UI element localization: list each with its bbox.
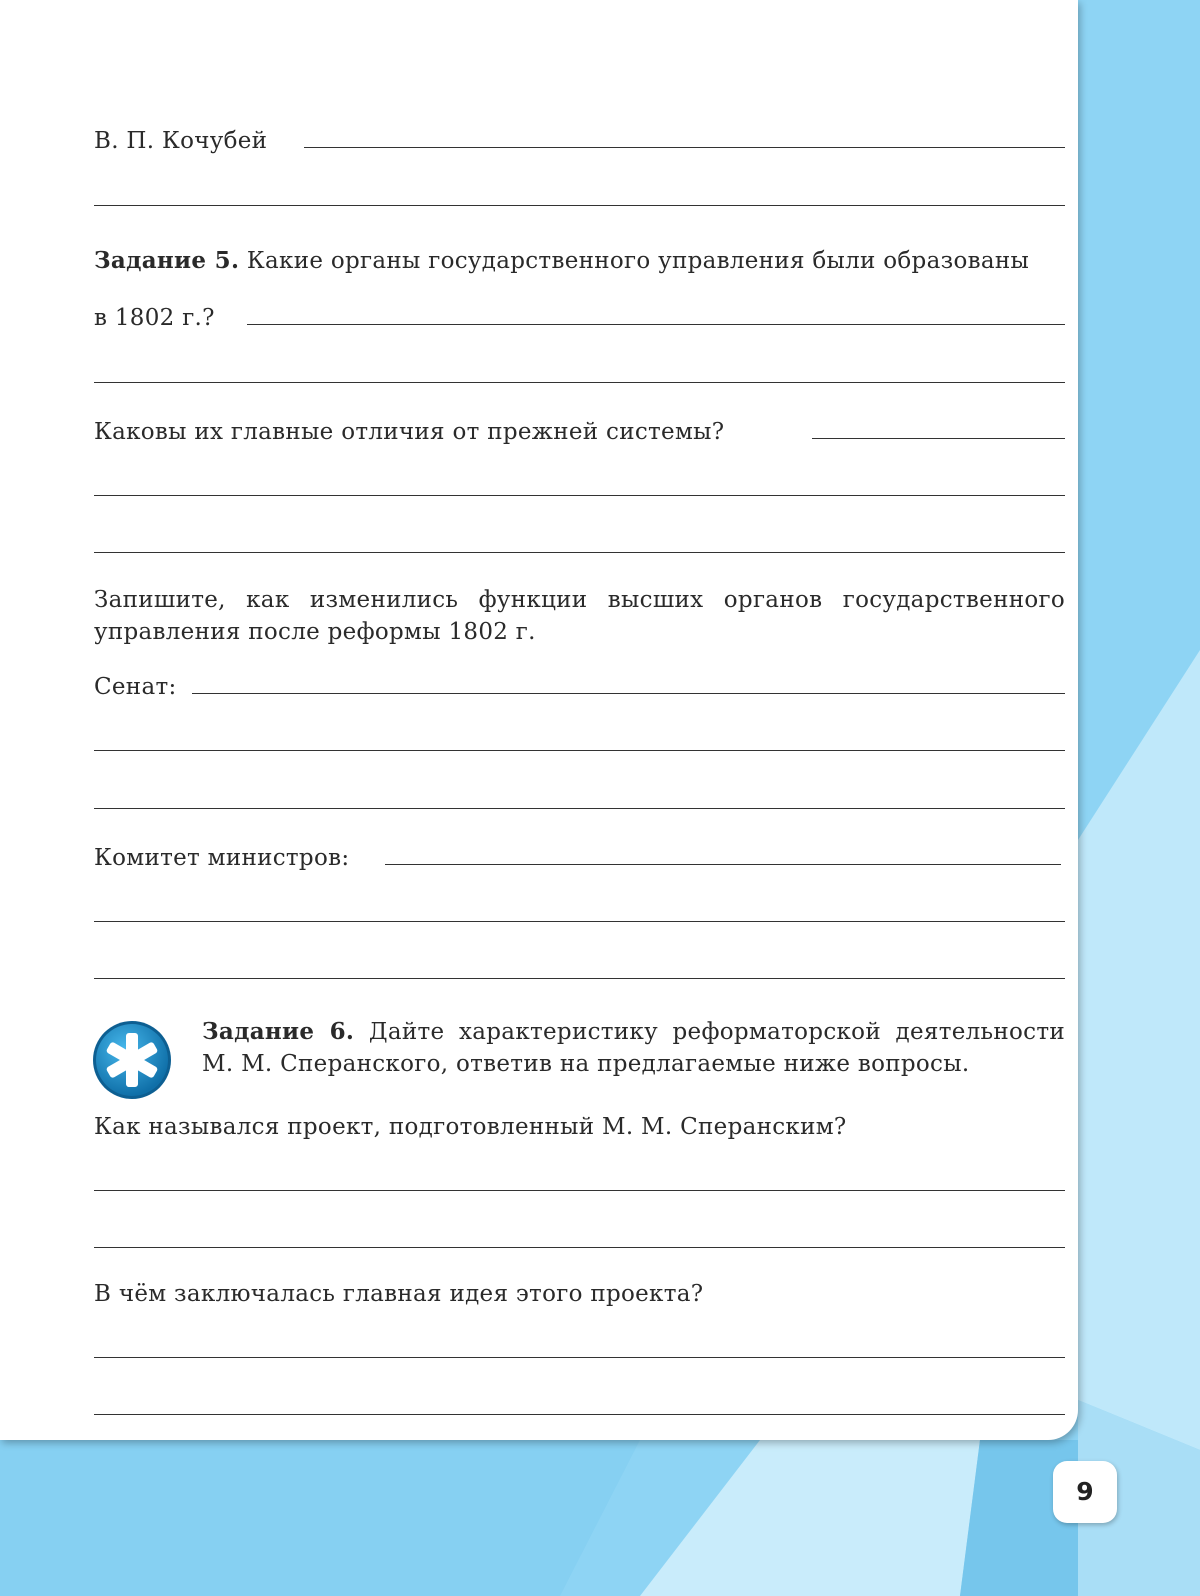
task6-text: Дайте характеристику реформаторской деятельности М. М. Сперанского, ответив на предлагаемые ниже вопросы. — [202, 1019, 1065, 1077]
task6-q1-answer-line-1[interactable] — [94, 1190, 1065, 1191]
differences-answer-line-1[interactable] — [812, 438, 1065, 439]
page-number: 9 — [1053, 1461, 1117, 1523]
senate-answer-line-1[interactable] — [192, 693, 1065, 694]
task5-text-line1: Какие органы государственного управления были образованы — [246, 248, 1030, 274]
committee-answer-line-2[interactable] — [94, 921, 1065, 922]
differences-answer-line-2[interactable] — [94, 495, 1065, 496]
differences-answer-line-3[interactable] — [94, 552, 1065, 553]
senate-answer-line-3[interactable] — [94, 808, 1065, 809]
task6-q2-answer-line-2[interactable] — [94, 1414, 1065, 1415]
task5-answer-line-2[interactable] — [94, 382, 1065, 383]
kochubey-answer-line-2[interactable] — [94, 205, 1065, 206]
asterisk-icon — [92, 1020, 172, 1100]
senate-label: Сенат: — [94, 674, 177, 700]
committee-answer-line-3[interactable] — [94, 978, 1065, 979]
task6-paragraph — [202, 1016, 1065, 1080]
kochubey-label: В. П. Кочубей — [94, 128, 268, 154]
task5-text-line2: в 1802 г.? — [94, 305, 215, 331]
task5-answer-line-1[interactable] — [247, 324, 1065, 325]
committee-answer-line-1[interactable] — [385, 864, 1061, 865]
task6-question-1: Как назывался проект, подготовленный М. М. Сперанским? — [94, 1114, 847, 1140]
task6-question-2: В чём заключалась главная идея этого проекта? — [94, 1281, 704, 1307]
differences-question: Каковы их главные отличия от прежней системы? — [94, 419, 725, 445]
task6-q2-answer-line-1[interactable] — [94, 1357, 1065, 1358]
committee-label: Комитет министров: — [94, 845, 350, 871]
task6-label: Задание 6. — [202, 1018, 355, 1045]
task6-q1-answer-line-2[interactable] — [94, 1247, 1065, 1248]
kochubey-answer-line-1[interactable] — [304, 147, 1065, 148]
senate-answer-line-2[interactable] — [94, 750, 1065, 751]
task5-line1 — [94, 246, 1029, 276]
functions-intro: Запишите, как изменились функции высших органов государственного управления после реформы 1802 г. — [94, 587, 1065, 645]
task5-label: Задание 5. — [94, 247, 240, 274]
